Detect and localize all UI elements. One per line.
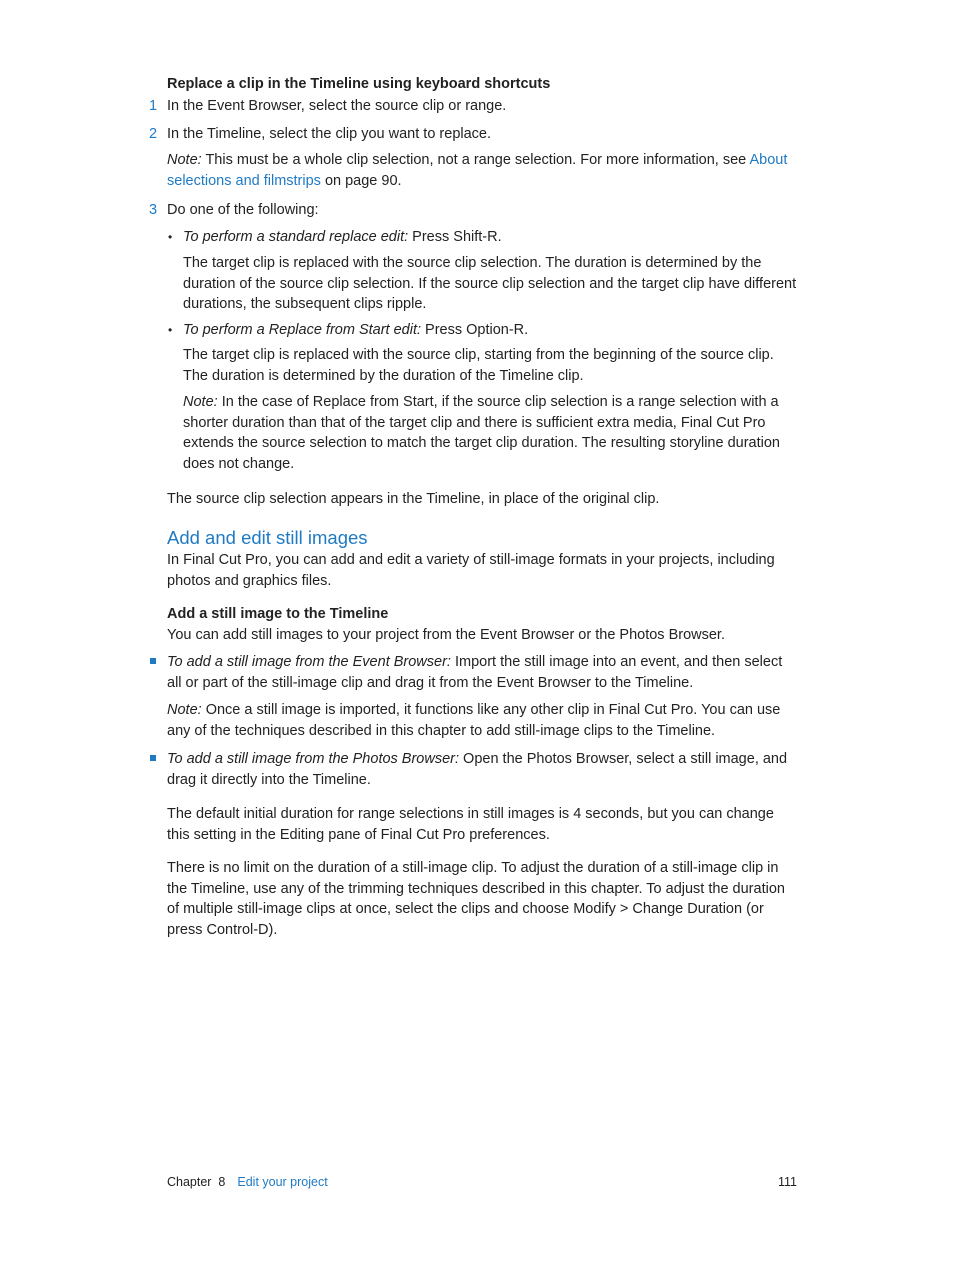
item-text: Open the Photos Browser, select a still image, and drag it directly into the Timeline. (167, 751, 788, 788)
step-number: 1 (149, 98, 158, 114)
section-title: Add and edit still images (167, 527, 368, 548)
bullet-action: Press Shift-R. (408, 229, 502, 245)
note-paragraph (183, 392, 799, 475)
note-paragraph (167, 700, 799, 741)
chapter-title-link[interactable]: Edit your project (237, 1175, 328, 1189)
bullet-lead: To perform a Replace from Start edit: (183, 322, 422, 338)
step-text: In the Timeline, select the clip you want to replace. (167, 126, 492, 142)
bullet-dot: • (168, 323, 173, 337)
step-number: 3 (149, 202, 158, 218)
bullet-square (150, 658, 156, 664)
task-heading: Replace a clip in the Timeline using keyboard shortcuts (167, 76, 551, 92)
bullet-description: The target clip is replaced with the source clip selection. The duration is determined by the duration of the source clip selection. If the source clip selection and the target clip have different durations, the subsequent clips ripple. (183, 255, 797, 313)
step-text: Do one of the following: (167, 202, 319, 218)
closing-paragraph: The source clip selection appears in the Timeline, in place of the original clip. (167, 491, 660, 507)
task-heading: Add a still image to the Timeline (167, 606, 389, 622)
step-number: 2 (149, 126, 158, 142)
note-text: In the case of Replace from Start, if the source clip selection is a range selection with a shorter duration than that of the target clip and there is sufficient extra media, Final Cut Pro extends the source selection to match the target clip duration. The resulting storyline duration does not change. (183, 394, 780, 473)
bullet-lead: To perform a standard replace edit: (183, 229, 409, 245)
intro-paragraph: In Final Cut Pro, you can add and edit a variety of still-image formats in your projects, including photos and graphics files. (167, 552, 775, 589)
note-label: Note: (167, 702, 202, 718)
step-text: In the Event Browser, select the source clip or range. (167, 98, 507, 114)
cross-reference-link[interactable]: About selections and filmstrips (167, 152, 788, 189)
item-lead: To add a still image from the Photos Browser: (167, 751, 460, 767)
page-number: 111 (777, 1175, 797, 1189)
item-lead: To add a still image from the Event Browser: (167, 654, 451, 670)
note-text: Once a still image is imported, it functions like any other clip in Final Cut Pro. You can use any of the techniques described in this chapter to add still-image clips to the Timeline. (167, 702, 781, 739)
body-paragraph: There is no limit on the duration of a still-image clip. To adjust the duration of a still-image clip in the Timeline, use any of the trimming techniques described in this chapter. To adjust the duration of multiple still-image clips at once, select the clips and choose Modify > Change Duration (or press Control-D). (167, 860, 785, 939)
footer-chapter (167, 1174, 328, 1190)
list-item (167, 652, 799, 693)
note-text: This must be a whole clip selection, not a range selection. For more information, see (201, 152, 750, 168)
bullet-description: The target clip is replaced with the source clip, starting from the beginning of the source clip. The duration is determined by the duration of the Timeline clip. (183, 347, 774, 384)
body-paragraph: The default initial duration for range selections in still images is 4 seconds, but you can change this setting in the Editing pane of Final Cut Pro preferences. (167, 806, 774, 843)
note-label: Note: (167, 152, 202, 168)
bullet-action: Press Option-R. (421, 322, 529, 338)
bullet-item (183, 227, 799, 248)
bullet-item (183, 320, 799, 341)
note-paragraph (167, 150, 799, 191)
note-text-after: on page 90. (320, 172, 402, 189)
task-intro: You can add still images to your project from the Event Browser or the Photos Browser. (167, 627, 725, 643)
bullet-dot: • (168, 230, 173, 244)
chapter-label: Chapter 8 (167, 1175, 226, 1189)
item-text: Import the still image into an event, and then select all or part of the still-image clip and drag it from the Event Browser to the Timeline. (167, 654, 783, 691)
bullet-square (150, 755, 156, 761)
list-item (167, 749, 799, 790)
note-label: Note: (183, 394, 218, 410)
